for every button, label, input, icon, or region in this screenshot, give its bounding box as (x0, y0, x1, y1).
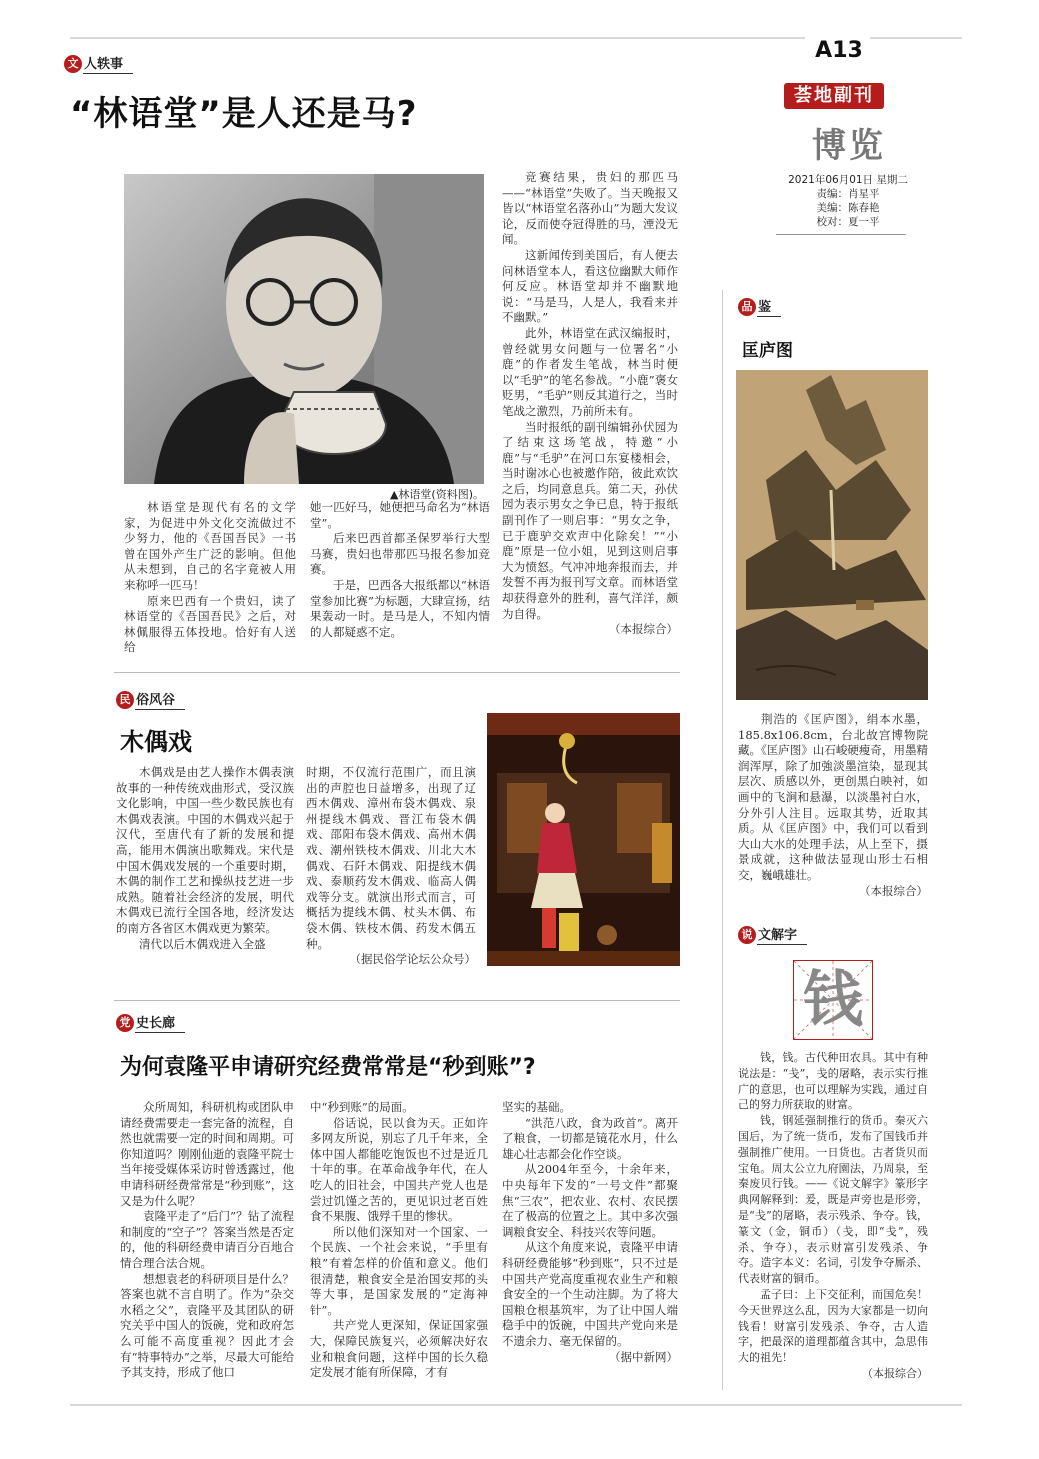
column-divider (722, 290, 723, 1390)
article2-col2-p1: 时期，不仅流行范围广，而且演出的声腔也日益增多，出现了辽西木偶戏、漳州布袋木偶戏、泉州提线木偶戏、晋江布袋木偶戏、邵阳布袋木偶戏、高州木偶戏、潮州铁枝木偶戏、川北大木偶戏、石阡木偶戏、阳提线木偶戏、泰顺药发木偶戏、临高人偶戏等分支。就演出形式而言，可概括为提线木偶、杖头木偶、布袋木偶、铁枝木偶、药发木偶五种。 (306, 765, 476, 951)
art-source: （本报综合） (859, 883, 928, 898)
editor: 责编：肖星平 (816, 188, 880, 200)
section-divider-2 (114, 1000, 680, 1001)
word-text (738, 1050, 928, 1382)
article2-source: （据民俗学论坛公众号） (349, 952, 476, 967)
article1-col2-p1: 她一匹好马，她便把马命名为“林语堂”。 (310, 500, 490, 530)
article3-col3-p3: 从2004年至今，十余年来，中央每年下发的“一号文件”都聚焦“三农”，把农业、农村、农民摆在了极高的位置之上。其中多次强调粮食安全、科技兴农等问题。 (502, 1162, 678, 1239)
painting-image (736, 370, 928, 700)
article3-kicker-text: 史长廊 (135, 1012, 185, 1033)
section-divider-1 (114, 672, 680, 673)
art-description: 荆浩的《匡庐图》，绢本水墨，185.8x106.8cm，台北故宫博物院藏。《匡庐图》山石峻硬瘦奇，用墨精润浑厚，除了加強淡墨渲染，显现其层次、质感以外，更创黑白映衬，如画中的飞涧和悬瀑，以淡墨衬白水，分外引人注目。远取其势，近取其质。从《匡庐图》中，我们可以看到大山大水的处理手法，从上至下，摄景成就，这种做法显现山形士石相交，巍峨雄壮。 (738, 712, 928, 882)
character-box (793, 960, 873, 1040)
article1-column-3 (502, 170, 678, 638)
article3-column-2 (310, 1100, 488, 1381)
article3-col2-p3: 所以他们深知对一个国家、一个民族、一个社会来说，“手里有粮”有着怎样的价值和意义。他们很清楚，粮食安全是治国安邦的头等大事，是国家发展的“定海神针”。 (310, 1224, 488, 1317)
article1-col1-p2: 原来巴西有一个贵妇，读了林语堂的《吾国吾民》之后，对林佩服得五体投地。恰好有人送给 (124, 593, 296, 655)
art-kicker-badge: 品 (738, 298, 756, 316)
article3-col1-p1: 众所周知，科研机构或团队申请经费需要走一套完备的流程，自然也就需要一定的时间和周期。可你知道吗？刚刚仙逝的袁隆平院士当年接受媒体采访时曾透露过，他申请科研经费常常是“秒到账”，这又是为什么呢？ (120, 1100, 294, 1208)
section-seal: 荟地副刊 (784, 83, 884, 109)
article1-col3-p3: 此外，林语堂在武汉编报时，曾经就男女问题与一位署名“小鹿”的作者发生笔战，林当时便以“毛驴”的笔名参战。“小鹿”褒女贬男，“毛驴”则反其道行之，当时笔战之激烈，乃前所未有。 (502, 325, 678, 418)
featured-character: 钱 (803, 965, 863, 1035)
article2-column-1 (116, 765, 294, 952)
article1-headline: “林语堂”是人还是马? (70, 94, 418, 134)
article3-col3-p2: “洪范八政，食为政首”。离开了粮食，一切都是镜花水月，什么雄心壮志都会化作空谈。 (502, 1115, 678, 1161)
article1-col3-p2: 这新闻传到美国后，有人便去问林语堂本人，看这位幽默大师作何反应。林语堂却并不幽默地说：“马是马，人是人，我看来并不幽默。” (502, 247, 678, 325)
article2-col1-p1: 木偶戏是由艺人操作木偶表演故事的一种传统戏曲形式，受汉族文化影响，中国一些少数民族也有木偶戏表演。中国的木偶戏兴起于汉代，至唐代有了新的发展和提高，能用木偶演出歌舞戏。宋代是中国木偶戏发展的一个重要时期，木偶的制作工艺和操纵技艺进一步成熟。随着社会经济的发展，明代木偶戏已流行全国各地，经济发达的南方各省区木偶戏更为繁荣。 (116, 765, 294, 935)
article1-column-1 (124, 500, 296, 656)
article3-col3-p4: 从这个角度来说，袁隆平申请科研经费能够“秒到账”，只不过是中国共产党高度重视农业生产和粮食安全的一个生动注脚。为了将大国粮仓根基筑牢，为了让中国人端稳手中的饭碗，中国共产党向来是不遗余力、毫无保留的。 (502, 1240, 678, 1348)
portrait-image (124, 174, 484, 484)
article3-column-1 (120, 1100, 294, 1381)
article3-col2-p4: 共产党人更深知，保证国家强大，保障民族复兴，必须解决好农业和粮食问题，这样中国的长久稳定发展才能有所保障，才有 (310, 1318, 488, 1380)
article2-column-2 (306, 765, 476, 968)
article1-source: （本报综合） (609, 622, 678, 637)
photo-caption: ▲林语堂(资料图)。 (389, 488, 484, 501)
word-kicker-text: 文解字 (757, 924, 807, 945)
bottom-rule (70, 1404, 962, 1406)
article3-column-3 (502, 1100, 678, 1365)
article1-col3-p4: 当时报纸的副刊编辑孙伏园为了结束这场笔战，特邀“小鹿”与“毛驴”在河口东宴楼相会，当时谢冰心也被邀作陪，彼此欢饮之后，均同意息兵。第二天，孙伏园为表示男女之争已息，特于报纸副刊作了一则启事：“男女之争，已于鹿驴交欢声中化除矣！”“小鹿”原是一位小姐，见到这则启事大为愤怒。气冲冲地奔报而去，并发誓不再为报刊写文章。而林语堂却获得意外的胜利，喜气洋洋，颇为自得。 (502, 419, 678, 621)
article3-kicker-badge: 党 (116, 1014, 134, 1032)
top-rule (70, 37, 805, 39)
word-kicker-badge: 说 (738, 926, 756, 944)
article1-kicker-text: 人轶事 (83, 53, 133, 74)
word-p1: 钱，钱。古代种田农具。其中有种说法是：“戋”，戋的屠略，表示实行推广的意思，也可以理解为实践，通过自己的努力所获取的财富。 (738, 1051, 928, 1112)
section-name: 博览 (812, 126, 886, 166)
article3-col2-p2: 俗话说，民以食为天。正如许多网友所说，别忘了几千年来，全体中国人都能吃饱饭也不过是近几十年的事。在革命战争年代，在人吃人的旧社会，中国共产党人也是尝过饥馑之苦的，更见识过老百姓食不果腹、饿殍千里的惨状。 (310, 1115, 488, 1224)
article2-kicker-text: 俗风谷 (135, 689, 185, 710)
article3-source: （据中新网） (609, 1349, 678, 1364)
masthead-underline (776, 234, 906, 235)
article1-col2-p2: 后来巴西首都圣保罗举行大型马赛，贵妇也带那匹马报名参加竞赛。 (310, 531, 490, 577)
article2-kicker-badge: 民 (116, 691, 134, 709)
word-source: （本报综合） (862, 1366, 928, 1380)
article1-kicker (64, 53, 133, 74)
page-number: A13 (815, 38, 863, 63)
article3-headline: 为何袁隆平申请研究经费常常是“秒到账”? (120, 1055, 536, 1080)
article3-col1-p3: 想想袁老的科研项目是什么？答案也就不言自明了。作为“杂交水稻之父”，袁隆平及其团队的研究关乎中国人的饭碗，党和政府怎么可能不高度重视？因此才会有“特事特办”之举，尽最大可能给予其支持，形成了他口 (120, 1271, 294, 1380)
art-title: 匡庐图 (742, 341, 793, 361)
article1-col3-p1: 竞赛结果，贵妇的那匹马——“林语堂”失败了。当天晚报又皆以“林语堂名落孙山”为题大发议论，反而使夺冠得胜的马，湮没无闻。 (502, 170, 678, 247)
article3-col1-p2: 袁隆平走了“后门”？钻了流程和制度的“空子”？答案当然是否定的，他的科研经费申请百分百地合情合理合法合规。 (120, 1209, 294, 1270)
lin-yutang-photo (124, 174, 484, 484)
puppet-show-photo (487, 713, 680, 966)
article1-column-2 (310, 500, 490, 640)
top-rule-right (870, 37, 962, 39)
kuanglu-painting (736, 370, 928, 700)
article1-col2-p3: 于是，巴西各大报纸都以“林语堂参加比赛”为标题，大肆宣扬，结果轰动一时。是马是人，不知内情的人都疑惑不定。 (310, 577, 490, 639)
article1-kicker-badge: 文 (64, 55, 82, 73)
art-kicker (738, 296, 781, 317)
puppet-image (487, 713, 680, 966)
article2-kicker (116, 689, 185, 710)
article3-col2-p1: 中“秒到账”的局面。 (310, 1100, 414, 1114)
word-p2: 钱，钢延强制推行的货币。秦灭六国后，为了统一货币，发布了国钱币并强制推广使用。一日货也。古者货贝而宝龟。周太公立九府園法，乃周泉，至秦废贝行钱。——《说文解字》篆形字典网解释到：爰，既是声旁也是形旁，是“戋”的屠略，表示残杀、争夺。钱，篆文（金，铜币）（戋，即“戋”，残杀、争夺），表示财富引发残杀、争夺。造字本义：名词，引发争夺厮杀、代表财富的铜币。 (738, 1114, 928, 1286)
art-text (738, 712, 928, 899)
proofreader: 校对：夏一平 (816, 216, 880, 228)
article3-col3-p1: 坚实的基础。 (502, 1100, 571, 1114)
word-p3: 孟子曰：上下交征利，而国危矣！今天世界这么乱，因为大家都是一切向钱看！财富引发残杀、争夺，古人造字，把最深的道理都蕴含其中，急思伟大的祖先！ (738, 1287, 928, 1365)
date-line: 2021年06月01日 星期二 (788, 174, 908, 186)
art-kicker-text: 鉴 (757, 296, 781, 317)
art-editor: 美编：陈春艳 (816, 202, 880, 214)
article3-kicker (116, 1012, 185, 1033)
article1-col1-p1: 林语堂是现代有名的文学家，为促进中外文化交流做过不少努力，他的《吾国吾民》一书曾在国外产生广泛的影响。但他从未想到，自己的名字竟被人用来称呼一匹马！ (124, 500, 296, 592)
word-kicker (738, 924, 807, 945)
article2-col1-p2: 清代以后木偶戏进入全盛 (139, 936, 266, 951)
article2-headline: 木偶戏 (120, 728, 192, 756)
